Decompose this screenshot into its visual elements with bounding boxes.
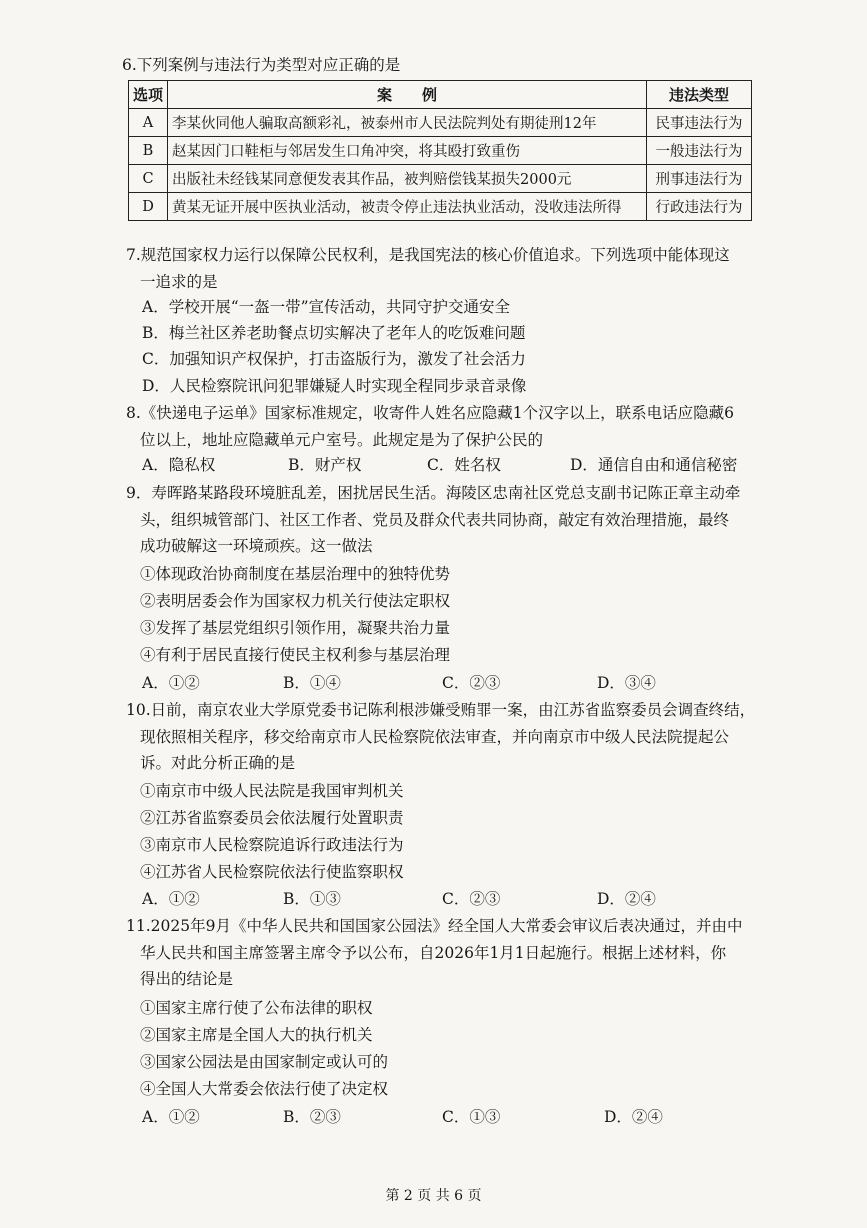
q9-option-a: A．①②: [142, 674, 200, 692]
row-case: 李某伙同他人骗取高额彩礼，被泰州市人民法院判处有期徒刑12年: [168, 109, 647, 137]
q8-option-a: A．隐私权: [142, 456, 216, 474]
row-label: D: [129, 193, 168, 221]
q10-statement-3: ③南京市人民检察院追诉行政违法行为: [140, 836, 404, 854]
row-label: A: [129, 109, 168, 137]
q11-option-a: A．①②: [142, 1108, 200, 1126]
q9-stem: [126, 480, 740, 560]
q11-statement-1: ①国家主席行使了公布法律的职权: [140, 999, 373, 1017]
q11-stem: [126, 913, 742, 993]
q8-stem: [126, 400, 734, 453]
q7-stem-line: 一追求的是: [140, 272, 218, 291]
row-type: 民事违法行为: [647, 109, 752, 137]
row-case: 出版社未经钱某同意便发表其作品，被判赔偿钱某损失2000元: [168, 165, 647, 193]
q7-option-b: B．梅兰社区养老助餐点切实解决了老年人的吃饭难问题: [142, 324, 526, 342]
q8-option-d: D．通信自由和通信秘密: [570, 456, 738, 474]
q9-option-c: C．②③: [442, 674, 501, 692]
q11-option-b: B．②③: [283, 1108, 341, 1126]
q10-stem: [126, 697, 755, 777]
page-number-footer: 第 2 页 共 6 页: [385, 1188, 482, 1204]
q8-option-c: C．姓名权: [427, 456, 501, 474]
q9-statement-1: ①体现政治协商制度在基层治理中的独特优势: [140, 565, 451, 583]
q9-option-d: D．③④: [597, 674, 656, 692]
q7-stem-line: 7.规范国家权力运行以保障公民权利，是我国宪法的核心价值追求。下列选项中能体现这: [126, 246, 730, 264]
q11-option-c: C．①③: [442, 1108, 501, 1126]
q9-statement-2: ②表明居委会作为国家权力机关行使法定职权: [140, 592, 451, 610]
row-case: 黄某无证开展中医执业活动，被责令停止违法执业活动，没收违法所得: [168, 193, 647, 221]
q8-stem-line: 位以上，地址应隐藏单元户室号。此规定是为了保护公民的: [140, 430, 544, 449]
q9-statement-3: ③发挥了基层党组织引领作用，凝聚共治力量: [140, 619, 451, 637]
q9-stem-line: 头，组织城管部门、社区工作者、党员及群众代表共同协商，敲定有效治理措施，最终: [140, 510, 730, 529]
q10-stem-line: 现依照相关程序，移交给南京市人民检察院依法审查，并向南京市中级人民法院提起公: [140, 727, 730, 746]
table-row: [129, 137, 752, 165]
q9-option-b: B．①④: [283, 674, 341, 692]
q8-option-b: B．财产权: [288, 456, 362, 474]
q11-statement-2: ②国家主席是全国人大的执行机关: [140, 1026, 373, 1044]
q6-case-table: [128, 80, 752, 221]
q10-stem-line: 诉。对此分析正确的是: [140, 754, 296, 772]
row-type: 行政违法行为: [647, 193, 752, 221]
q11-stem-line: 11.2025年9月《中华人民共和国国家公园法》经全国人大常委会审议后表决通过，并由中: [126, 917, 743, 935]
table-row: [129, 193, 752, 221]
q10-option-a: A．①②: [142, 890, 200, 908]
q11-stem-line: 得出的结论是: [140, 970, 234, 988]
q11-statement-4: ④全国人大常委会依法行使了决定权: [140, 1080, 389, 1098]
q6-title: 6.下列案例与违法行为类型对应正确的是: [122, 56, 401, 74]
q9-statement-4: ④有利于居民直接行使民主权利参与基层治理: [140, 646, 451, 664]
row-type: 一般违法行为: [647, 137, 752, 165]
q10-statement-4: ④江苏省人民检察院依法行使监察职权: [140, 863, 404, 881]
q9-stem-line: 成功破解这一环境顽疾。这一做法: [140, 537, 373, 555]
row-label: B: [129, 137, 168, 165]
q10-option-c: C．②③: [442, 890, 501, 908]
q11-stem-line: 华人民共和国主席签署主席令予以公布，自2026年1月1日起施行。根据上述材料，你: [140, 943, 727, 962]
col-header-case: 案 例: [168, 81, 647, 109]
q8-stem-line: 8.《快递电子运单》国家标准规定，收寄件人姓名应隐藏1个汉字以上，联系电话应隐藏6: [126, 404, 735, 422]
row-type: 刑事违法行为: [647, 165, 752, 193]
q7-option-d: D．人民检察院讯问犯罪嫌疑人时实现全程同步录音录像: [142, 377, 527, 395]
col-header-option: 选项: [129, 81, 168, 109]
q10-stem-line: 10.日前，南京农业大学原党委书记陈利根涉嫌受贿罪一案，由江苏省监察委员会调查终结，: [126, 701, 756, 719]
table-row: [129, 165, 752, 193]
row-case: 赵某因门口鞋柜与邻居发生口角冲突，将其殴打致重伤: [168, 137, 647, 165]
q11-option-d: D．②④: [604, 1108, 663, 1126]
q10-option-d: D．②④: [597, 890, 656, 908]
q11-statement-3: ③国家公园法是由国家制定或认可的: [140, 1053, 389, 1071]
q7-option-a: A．学校开展“一盔一带”宣传活动，共同守护交通安全: [142, 298, 511, 316]
row-label: C: [129, 165, 168, 193]
q10-statement-1: ①南京市中级人民法院是我国审判机关: [140, 782, 404, 800]
q9-stem-line: 9．寿晖路某路段环境脏乱差，困扰居民生活。海陵区忠南社区党总支副书记陈正章主动牵: [126, 484, 741, 502]
q7-stem: [126, 242, 730, 295]
q10-statement-2: ②江苏省监察委员会依法履行处置职责: [140, 809, 404, 827]
col-header-type: 违法类型: [647, 81, 752, 109]
q10-option-b: B．①③: [283, 890, 341, 908]
table-row: [129, 109, 752, 137]
q7-option-c: C．加强知识产权保护，打击盗版行为，激发了社会活力: [142, 350, 526, 368]
table-header-row: [129, 81, 752, 109]
